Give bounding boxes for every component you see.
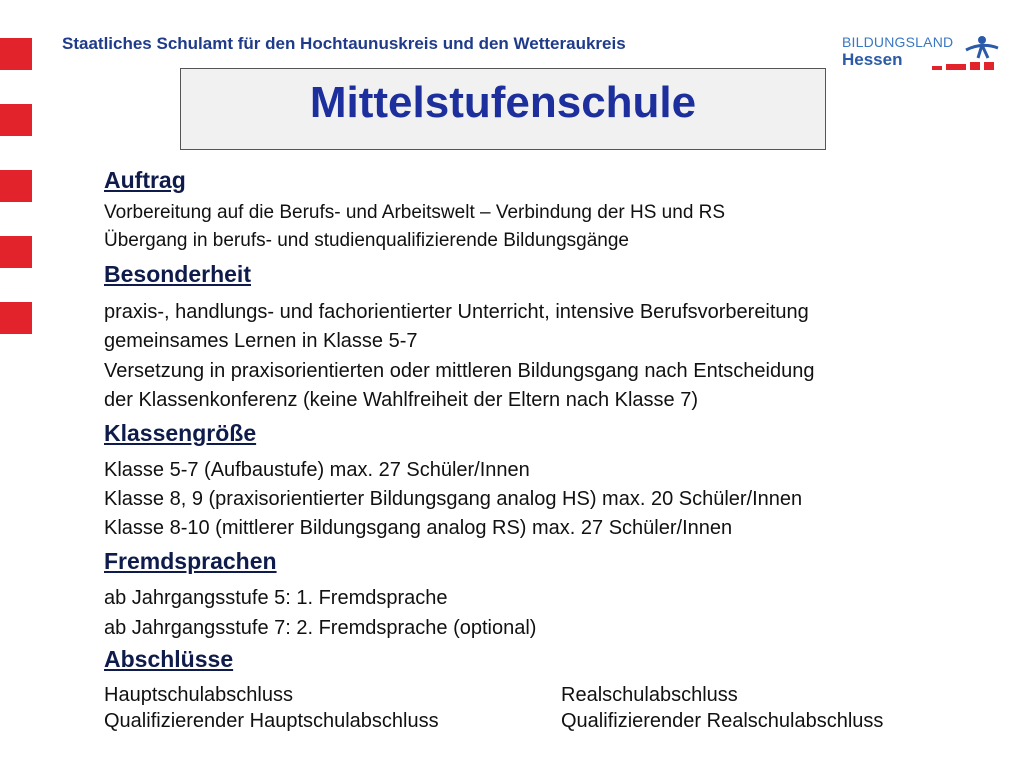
- decor-square: [0, 38, 32, 70]
- besonderheit-line: gemeinsames Lernen in Klasse 5-7: [104, 330, 418, 352]
- decor-square: [0, 170, 32, 202]
- besonderheit-line: praxis-, handlungs- und fachorientierter Unterricht, intensive Berufsvorbereitung: [104, 301, 809, 323]
- klassengroesse-line: Klasse 8-10 (mittlerer Bildungsgang analog RS) max. 27 Schüler/Innen: [104, 517, 733, 539]
- auftrag-line: Vorbereitung auf die Berufs- und Arbeitswelt – Verbindung der HS und RS: [104, 202, 726, 223]
- title-box: [180, 68, 826, 150]
- page-title: Mittelstufenschule: [309, 78, 697, 127]
- heading-auftrag: Auftrag: [104, 167, 186, 193]
- abschluss-right: Realschulabschluss: [561, 684, 738, 706]
- klassengroesse-line: Klasse 8, 9 (praxisorientierter Bildungsgang analog HS) max. 20 Schüler/Innen: [104, 488, 803, 510]
- bildungsland-logo: [842, 34, 1002, 74]
- klassengroesse-line: Klasse 5-7 (Aufbaustufe) max. 27 Schüler/Innen: [104, 459, 530, 481]
- heading-fremdsprachen: Fremdsprachen: [104, 548, 277, 574]
- decor-square: [0, 104, 32, 136]
- decor-square: [0, 236, 32, 268]
- abschluss-left: Qualifizierender Hauptschulabschluss: [104, 710, 439, 732]
- heading-klassengroesse: Klassengröße: [104, 420, 257, 446]
- fremdsprachen-line: ab Jahrgangsstufe 5: 1. Fremdsprache: [104, 587, 448, 609]
- fremdsprachen-line: ab Jahrgangsstufe 7: 2. Fremdsprache (optional): [104, 617, 537, 639]
- abschluss-left: Hauptschulabschluss: [104, 684, 293, 706]
- logo-line1: BILDUNGSLAND: [842, 34, 954, 50]
- abschluss-right: Qualifizierender Realschulabschluss: [561, 710, 884, 732]
- heading-abschluesse: Abschlüsse: [104, 646, 234, 672]
- logo-figure-icon: [932, 34, 1002, 74]
- organization-name: Staatliches Schulamt für den Hochtaunuskreis und den Wetteraukreis: [62, 34, 626, 53]
- besonderheit-line: der Klassenkonferenz (keine Wahlfreiheit der Eltern nach Klasse 7): [104, 389, 699, 411]
- besonderheit-line: Versetzung in praxisorientierten oder mittleren Bildungsgang nach Entscheidung: [104, 360, 815, 382]
- logo-line2: Hessen: [842, 50, 903, 69]
- decor-square: [0, 302, 32, 334]
- heading-besonderheit: Besonderheit: [104, 261, 251, 287]
- auftrag-line: Übergang in berufs- und studienqualifizierende Bildungsgänge: [104, 230, 629, 251]
